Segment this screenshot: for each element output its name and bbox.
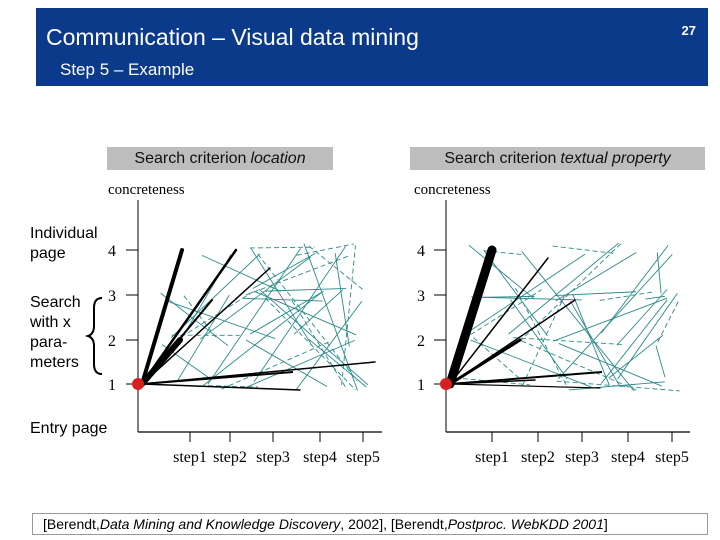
navigation-path	[558, 254, 672, 378]
label-entry-page: Entry page	[30, 420, 108, 437]
y-tick-label: 4	[417, 243, 425, 260]
navigation-path-bold	[450, 250, 492, 384]
navigation-path	[559, 343, 662, 386]
navigation-path	[618, 293, 678, 379]
navigation-path	[166, 301, 275, 339]
criterion-name: location	[250, 149, 306, 167]
navigation-path	[335, 253, 349, 346]
slide-subtitle: Step 5 – Example	[60, 60, 195, 79]
chart-location	[108, 182, 382, 466]
y-tick-label: 2	[108, 333, 116, 350]
x-tick-label: step1	[475, 449, 509, 466]
navigation-path	[553, 246, 614, 253]
navigation-path	[522, 251, 634, 391]
navigation-path	[573, 294, 610, 385]
entry-point-dot	[440, 378, 452, 390]
citation: [Berendt, Data Mining and Knowledge Discovery , 2002], [Berendt, Postproc. WebKDD 2001 ]	[32, 513, 708, 535]
y-tick-label: 2	[417, 333, 425, 350]
y-tick-label: 1	[108, 377, 116, 394]
y-tick-label: 3	[417, 288, 425, 305]
navigation-path	[617, 289, 667, 345]
x-tick-label: step3	[565, 449, 599, 466]
navigation-path	[515, 288, 566, 386]
page-number: 27	[681, 23, 696, 38]
navigation-path	[297, 244, 354, 255]
navigation-path	[265, 298, 355, 390]
y-tick-label: 4	[108, 243, 116, 260]
navigation-path	[656, 346, 665, 378]
y-tick-label: 3	[108, 288, 116, 305]
navigation-path	[555, 292, 636, 296]
brace-icon	[88, 298, 102, 374]
x-tick-label: step4	[611, 449, 645, 466]
navigation-path-bold	[450, 384, 600, 388]
navigation-path	[253, 253, 315, 288]
criterion-prefix: Search criterion	[134, 149, 247, 167]
navigation-path	[296, 301, 362, 390]
navigation-path	[251, 249, 311, 344]
chart-textual-property	[414, 182, 690, 466]
y-axis-title: concreteness	[414, 182, 491, 198]
x-tick-label: step2	[521, 449, 555, 466]
y-tick-label: 1	[417, 377, 425, 394]
x-tick-label: step1	[173, 449, 207, 466]
label-individual-page: Individual page	[30, 225, 98, 262]
x-tick-label: step5	[655, 449, 689, 466]
navigation-path	[521, 341, 637, 391]
y-axis-title: concreteness	[108, 182, 185, 198]
navigation-path	[221, 342, 329, 389]
entry-point-dot	[132, 378, 144, 390]
navigation-path	[513, 338, 622, 345]
navigation-path	[246, 340, 327, 387]
navigation-path	[202, 255, 281, 291]
navigation-path	[250, 291, 323, 334]
navigation-path	[161, 293, 228, 345]
navigation-path	[554, 298, 667, 341]
criterion-name: textual property	[560, 149, 671, 167]
navigation-path	[609, 335, 663, 378]
x-tick-label: step5	[346, 449, 380, 466]
navigation-path	[484, 250, 548, 336]
criterion-prefix: Search criterion	[444, 149, 557, 167]
navigation-path-bold	[142, 384, 300, 390]
x-tick-label: step4	[303, 449, 337, 466]
navigation-path	[292, 301, 347, 390]
x-tick-label: step3	[256, 449, 290, 466]
navigation-path	[657, 252, 661, 293]
navigation-path-bold	[450, 258, 548, 384]
navigation-path	[645, 296, 665, 299]
x-tick-label: step2	[213, 449, 247, 466]
label-search-parameters: Search with x para- meters	[30, 294, 81, 371]
navigation-path	[259, 289, 368, 385]
slide-title: Communication – Visual data mining	[46, 24, 419, 50]
